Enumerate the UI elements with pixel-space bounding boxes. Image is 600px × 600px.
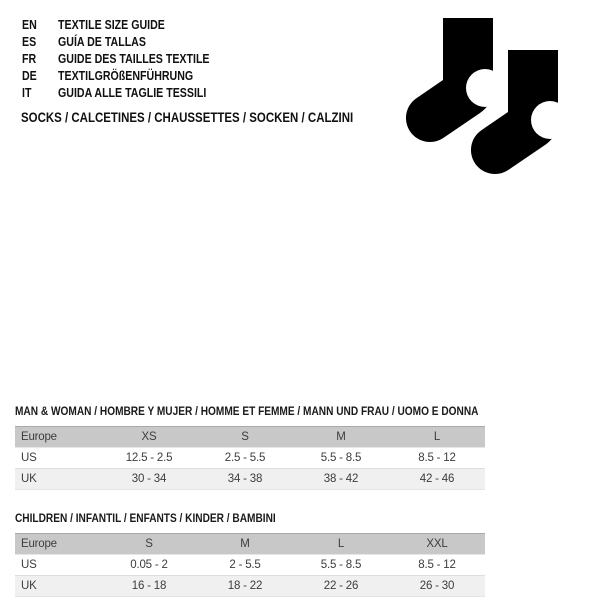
- table-row: [15, 576, 485, 597]
- size-chart: [15, 533, 485, 597]
- column-header: S: [241, 431, 249, 443]
- sock-heel-hole: [531, 101, 569, 139]
- table-cell: 42 - 46: [419, 473, 455, 485]
- table-cell: 18 - 22: [227, 580, 263, 592]
- column-header: S: [145, 538, 153, 550]
- category-title: SOCKS / CALCETINES / CHAUSSETTES / SOCKEN / CALZINI: [21, 110, 354, 125]
- table-cell: 8.5 - 12: [418, 452, 456, 464]
- row-label: US: [21, 452, 37, 464]
- table-title: CHILDREN / INFANTIL / ENFANTS / KINDER / BAMBINI: [15, 513, 276, 525]
- column-header: Europe: [21, 431, 57, 443]
- size-chart: [15, 426, 485, 490]
- column-header: M: [336, 431, 346, 443]
- table-cell: 22 - 26: [323, 580, 359, 592]
- column-header: Europe: [21, 538, 57, 550]
- table-cell: 34 - 38: [227, 473, 263, 485]
- table-cell: 38 - 42: [323, 473, 359, 485]
- table-cell: 30 - 34: [131, 473, 167, 485]
- language-code: IT: [22, 86, 32, 100]
- column-header: M: [240, 538, 250, 550]
- language-row: [22, 16, 236, 33]
- table-title: MAN & WOMAN / HOMBRE Y MUJER / HOMME ET FEMME / MANN UND FRAU / UOMO E DONNA: [15, 406, 479, 418]
- language-label: GUIDA ALLE TAGLIE TESSILI: [58, 86, 207, 100]
- table-cell: 12.5 - 2.5: [125, 452, 173, 464]
- table-cell: 5.5 - 8.5: [320, 559, 362, 571]
- row-label: US: [21, 559, 37, 571]
- row-label: UK: [21, 473, 37, 485]
- column-header: XS: [141, 431, 157, 443]
- language-code: DE: [22, 69, 37, 83]
- row-label: UK: [21, 580, 37, 592]
- table-cell: 2 - 5.5: [229, 559, 261, 571]
- language-row: [22, 67, 236, 84]
- sock-heel-hole: [466, 69, 504, 107]
- table-row: [15, 448, 485, 469]
- language-label: GUÍA DE TALLAS: [58, 35, 146, 49]
- language-code: ES: [22, 35, 37, 49]
- column-header: L: [337, 538, 345, 550]
- language-label: TEXTILGRÖßENFÜHRUNG: [58, 69, 194, 83]
- table-cell: 16 - 18: [131, 580, 167, 592]
- table-cell: 26 - 30: [419, 580, 455, 592]
- table-cell: 5.5 - 8.5: [320, 452, 362, 464]
- table-row: [15, 555, 485, 576]
- column-header: L: [433, 431, 441, 443]
- language-legend: [22, 16, 236, 101]
- language-label: TEXTILE SIZE GUIDE: [58, 18, 165, 32]
- column-header: XXL: [426, 538, 448, 550]
- language-code: EN: [22, 18, 37, 32]
- language-label: GUIDE DES TAILLES TEXTILE: [58, 52, 210, 66]
- socks-icon: [398, 18, 578, 178]
- size-table-adults: [15, 406, 485, 490]
- table-cell: 8.5 - 12: [418, 559, 456, 571]
- language-code: FR: [22, 52, 37, 66]
- table-cell: 2.5 - 5.5: [224, 452, 266, 464]
- header-row: [15, 534, 485, 555]
- header-row: [15, 427, 485, 448]
- language-row: [22, 33, 236, 50]
- size-table-children: [15, 513, 485, 597]
- table-cell: 0.05 - 2: [130, 559, 168, 571]
- language-row: [22, 50, 236, 67]
- table-row: [15, 469, 485, 490]
- sock-front: [406, 18, 504, 142]
- language-row: [22, 84, 236, 101]
